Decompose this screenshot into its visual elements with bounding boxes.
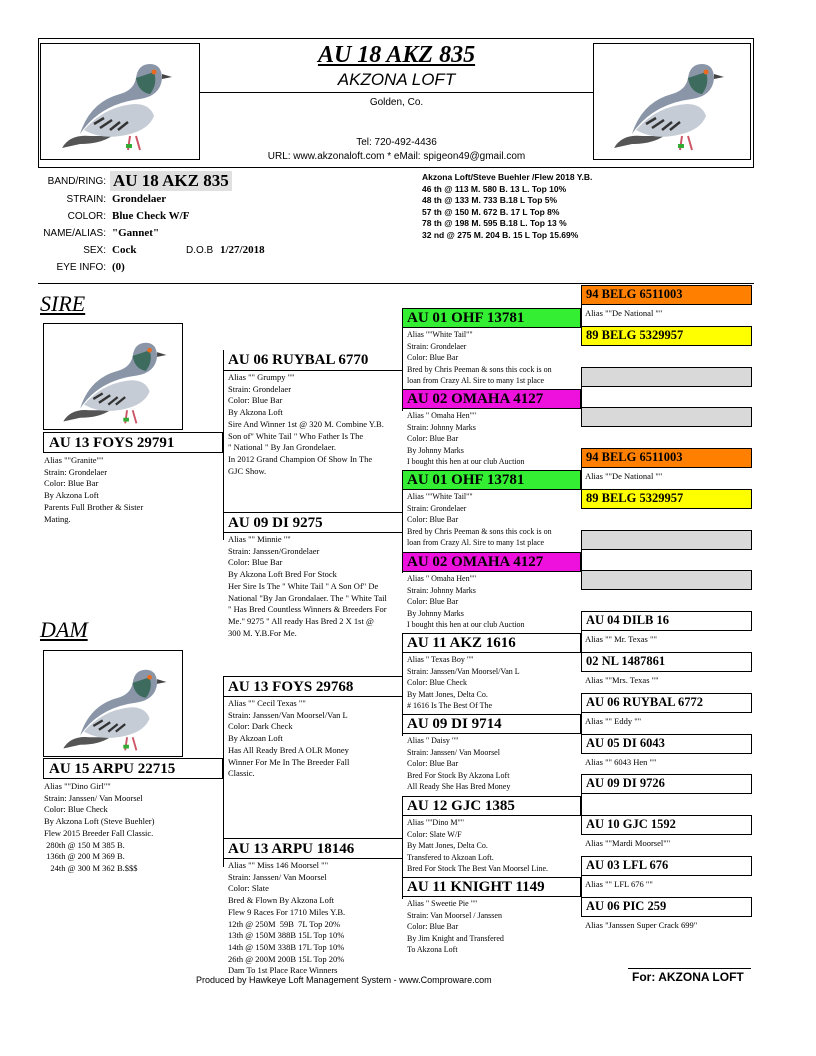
gen2-notes-sd: Alias "" Minnie "" Strain: Janssen/Grondelaer Color: Blue Bar By Akzona Loft Bred For Stock Her Sire Is The " White Tail " A Son Of" De National "By Jan Grondalaer. The " White Tail " Has Bred Countless Winners & Breeders For Me." 9275 " All ready Has Bred 2 X 1st @ 300 M. Y.B.For Me. xyxy=(228,534,387,638)
header-divider xyxy=(200,92,593,93)
pigeon-icon xyxy=(41,44,199,159)
name-value: "Gannet" xyxy=(112,227,160,239)
info-divider xyxy=(38,283,754,284)
results-line: 48 th @ 133 M. 733 B.18 L Top 5% xyxy=(422,195,558,205)
header-photo-right xyxy=(593,43,751,160)
gen4-alias: Alias "" LFL 676 "" xyxy=(585,879,653,889)
connector xyxy=(581,713,582,734)
dam-photo xyxy=(43,650,183,757)
gen3-band: AU 11 KNIGHT 1149 xyxy=(402,877,581,897)
results-line: 46 th @ 113 M. 580 B. 13 L. Top 10% xyxy=(422,183,567,194)
dam-heading: DAM xyxy=(40,617,88,642)
gen4-alias: Alias ""Mrs. Texas "" xyxy=(585,675,659,685)
gen2-band-ss: AU 06 RUYBAL 6770 xyxy=(223,350,403,371)
gen4-alias: Alias "Janssen Super Crack 699" xyxy=(585,920,698,930)
eye-value: (0) xyxy=(112,261,125,273)
gen4-band xyxy=(581,407,752,427)
gen3-band: AU 12 GJC 1385 xyxy=(402,796,581,816)
loft-name: AKZONA LOFT xyxy=(337,70,456,89)
gen3-band: AU 11 AKZ 1616 xyxy=(402,633,581,653)
footer-line xyxy=(628,968,751,969)
gen3-band: AU 09 DI 9714 xyxy=(402,714,581,734)
gen3-band: AU 02 OMAHA 4127 xyxy=(402,389,581,409)
gen4-band: AU 05 DI 6043 xyxy=(581,734,752,754)
gen4-alias: Alias ""Mardi Moorsel"" xyxy=(585,838,671,848)
gen4-band: AU 06 PIC 259 xyxy=(581,897,752,917)
loft-city: Golden, Co. xyxy=(369,97,424,108)
color-label: COLOR: xyxy=(67,211,106,222)
connector xyxy=(581,468,582,489)
gen3-notes: Alias " Omaha Hen"" Strain: Johnny Marks Color: Blue Bar By Johnny Marks I bought this hen at our club Auction xyxy=(407,411,525,466)
gen3-notes: Alias ""Dino M"" Color: Slate W/F By Matt Jones, Delta Co. Transfered to Akzoan Loft. Bred For Stock The Best Van Moorsel Line. xyxy=(407,818,549,873)
band-label: BAND/RING: xyxy=(47,176,106,187)
connector xyxy=(581,387,582,407)
gen3-notes: Alias ""White Tail"" Strain: Grondelaer Color: Blue Bar Bred by Chris Peeman & sons this cock is on loan from Crazy Al. Sire to many 1st place xyxy=(407,330,552,385)
pigeon-icon xyxy=(44,651,182,756)
gen4-band xyxy=(581,530,752,550)
pigeon-icon xyxy=(594,44,750,159)
results-block xyxy=(422,172,592,241)
gen4-alias: Alias "" 6043 Hen "" xyxy=(585,757,657,767)
gen4-band xyxy=(581,570,752,590)
sire-heading: SIRE xyxy=(40,291,86,316)
gen2-notes-ds: Alias "" Cecil Texas "" Strain: Janssen/Van Moorsel/Van L Color: Dark Check By Akzoan Loft Has All Ready Bred A OLR Money Winner For Me In The Breeder Fall Classic. xyxy=(228,698,350,779)
color-value: Blue Check W/F xyxy=(112,210,190,222)
gen2-notes-ss: Alias "" Grumpy "" Strain: Grondelaer Color: Blue Bar By Akzona Loft Sire And Winner 1st @ 320 M. Combine Y.B. Son of" White Tail " Who Father Is The " National " By Jan Grondelaer. In 2012 Grand Champion Of Show In The GJC Show. xyxy=(228,372,384,476)
connector xyxy=(581,550,582,570)
eye-label: EYE INFO: xyxy=(56,262,106,273)
gen2-band-sd: AU 09 DI 9275 xyxy=(223,512,403,533)
dob-label: D.O.B xyxy=(186,245,214,256)
connector xyxy=(581,876,582,897)
gen4-band: AU 03 LFL 676 xyxy=(581,856,752,876)
gen4-alias: Alias ""De National "" xyxy=(585,308,663,318)
gen3-notes: Alias " Daisy "" Strain: Janssen/ Van Moorsel Color: Blue Bar Bred For Stock By Akzona Loft All Ready She Has Bred Money xyxy=(407,736,511,791)
footer-for: For: AKZONA LOFT xyxy=(632,970,744,984)
gen3-band: AU 01 OHF 13781 xyxy=(402,470,581,490)
sex-value: Cock xyxy=(112,244,137,256)
gen4-band: 89 BELG 5329957 xyxy=(581,489,752,509)
gen2-band-dd: AU 13 ARPU 18146 xyxy=(223,838,403,859)
connector xyxy=(581,631,582,652)
gen4-band: AU 06 RUYBAL 6772 xyxy=(581,693,752,713)
strain-value: Grondelaer xyxy=(112,193,167,205)
gen4-band: AU 04 DILB 16 xyxy=(581,611,752,631)
gen4-alias: Alias "" Mr. Texas "" xyxy=(585,634,657,644)
header-photo-left xyxy=(40,43,200,160)
footer-produced: Produced by Hawkeye Loft Management System - www.Comproware.com xyxy=(196,975,492,985)
loft-url: URL: www.akzonaloft.com * eMail: spigeon49@gmail.com xyxy=(267,151,526,162)
name-label: NAME/ALIAS: xyxy=(43,228,106,239)
results-title: Akzona Loft/Steve Buehler /Flew 2018 Y.B. xyxy=(422,172,593,182)
gen3-notes: Alias " Texas Boy "" Strain: Janssen/Van Moorsel/Van L Color: Blue Check By Matt Jones, Delta Co. # 1616 Is The Best Of The xyxy=(407,655,520,710)
dob-value: 1/27/2018 xyxy=(220,244,265,256)
sex-label: SEX: xyxy=(83,245,106,256)
results-line: 32 nd @ 275 M. 204 B. 15 L Top 15.69% xyxy=(422,229,579,240)
gen3-band: AU 01 OHF 13781 xyxy=(402,308,581,328)
gen3-notes: Alias ""White Tail"" Strain: Grondelaer Color: Blue Bar Bred by Chris Peeman & sons this cock is on loan from Crazy Al. Sire to many 1st place xyxy=(407,492,552,547)
pigeon-icon xyxy=(44,324,182,429)
gen4-band: 94 BELG 6511003 xyxy=(581,448,752,468)
gen4-band xyxy=(581,367,752,387)
sire-photo xyxy=(43,323,183,430)
dam-notes: Alias ""Dino Girl"" Strain: Janssen/ Van Moorsel Color: Blue Check By Akzona Loft (Steve Buehler) Flew 2015 Breeder Fall Classic. 280th @ 150 M 385 B. 136th @ 200 M 369 B. 24th @ 300 M 362 B.$$$ xyxy=(44,781,155,873)
gen3-notes: Alias " Omaha Hen"" Strain: Johnny Marks Color: Blue Bar By Johnny Marks I bought this hen at our club Auction xyxy=(407,574,525,629)
gen4-band: 94 BELG 6511003 xyxy=(581,285,752,305)
dam-band: AU 15 ARPU 22715 xyxy=(43,758,223,779)
connector xyxy=(581,794,582,815)
page-title: AU 18 AKZ 835 xyxy=(317,42,476,68)
loft-tel: Tel: 720-492-4436 xyxy=(356,137,437,148)
gen3-band: AU 02 OMAHA 4127 xyxy=(402,552,581,572)
gen4-band: AU 10 GJC 1592 xyxy=(581,815,752,835)
gen4-band: 89 BELG 5329957 xyxy=(581,326,752,346)
sire-band: AU 13 FOYS 29791 xyxy=(43,432,223,453)
sire-notes: Alias ""Granite"" Strain: Grondelaer Color: Blue Bar By Akzona Loft Parents Full Brother & Sister Mating. xyxy=(44,455,144,524)
strain-label: STRAIN: xyxy=(66,194,106,205)
band-value: AU 18 AKZ 835 xyxy=(110,171,232,191)
results-line: 78 th @ 198 M. 595 B.18 L. Top 13 % xyxy=(422,218,567,228)
gen2-band-ds: AU 13 FOYS 29768 xyxy=(223,676,403,697)
gen4-alias: Alias ""De National "" xyxy=(585,471,663,481)
connector xyxy=(581,305,582,326)
gen2-notes-dd: Alias "" Miss 146 Moorsel "" Strain: Janssen/ Van Moorsel Color: Slate Bred & Flown By Akzona Loft Flew 9 Races For 1710 Miles Y.B. 12th @ 250M 59B 7L Top 20% 13th @ 150M 388B 15L Top 10% 14th @ 150M 338B 17L Top 10% 26th @ 200M 200B 15L Top 20% Dam To 1st Place Race Winners xyxy=(228,860,346,976)
gen4-band: 02 NL 1487861 xyxy=(581,652,752,672)
results-line: 57 th @ 150 M. 672 B. 17 L Top 8% xyxy=(422,206,560,217)
gen3-notes: Alias " Sweetie Pie "" Strain: Van Moorsel / Janssen Color: Blue Bar By Jim Knight and Transfered To Akzona Loft xyxy=(407,899,504,954)
gen4-band: AU 09 DI 9726 xyxy=(581,774,752,794)
gen4-alias: Alias "" Eddy "" xyxy=(585,716,642,726)
